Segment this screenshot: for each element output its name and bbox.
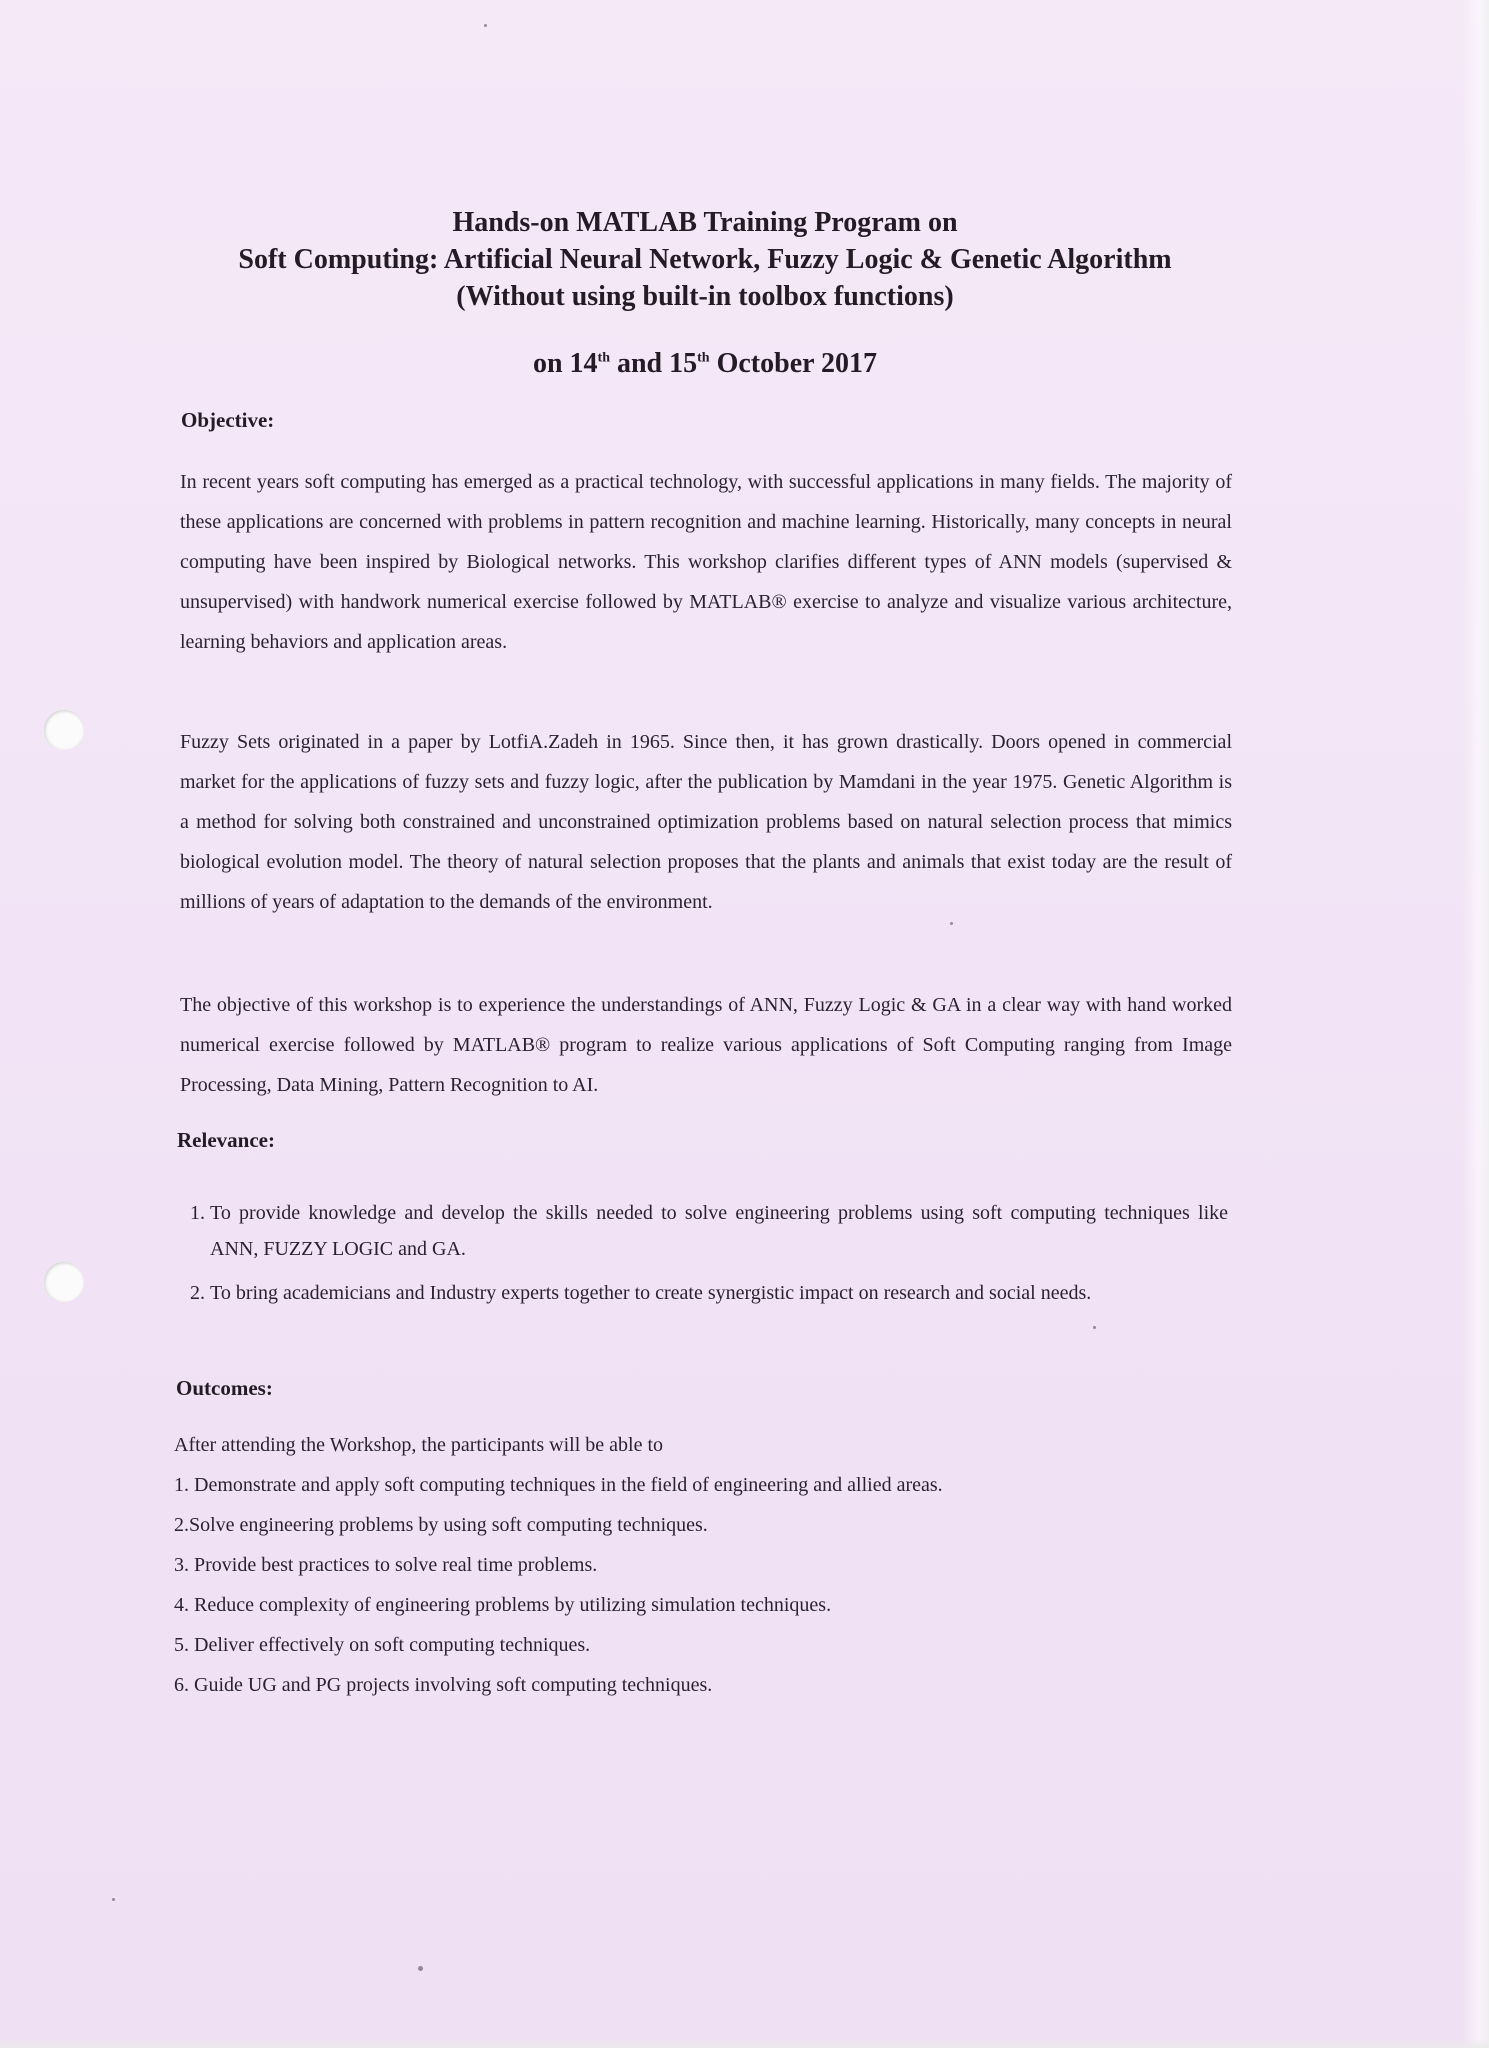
outcome-item: 5. Deliver effectively on soft computing techniques.: [174, 1634, 591, 1656]
outcome-item: 6. Guide UG and PG projects involving soft computing techniques.: [174, 1674, 713, 1696]
relevance-item-text: To provide knowledge and develop the skills needed to solve engineering problems using soft computing techniques like ANN, FUZZY LOGIC and GA.: [210, 1202, 1228, 1260]
date-prefix: on 14: [532, 348, 598, 379]
scan-speck: [418, 1966, 423, 1971]
objective-paragraph-3: The objective of this workshop is to experience the understandings of ANN, Fuzzy Logic & GA in a clear way with hand worked numerical exercise followed by MATLAB® program to realize various applications of Soft Computing ranging from Image Processing, Data Mining, Pattern Recognition to AI.: [180, 994, 1232, 1096]
outcome-item: 3. Provide best practices to solve real time problems.: [174, 1554, 598, 1576]
outcome-item: 1. Demonstrate and apply soft computing techniques in the field of engineering and allied areas.: [174, 1474, 943, 1496]
scan-speck: [112, 1898, 115, 1901]
date-ordinal-2: th: [697, 350, 710, 366]
event-date: [0, 348, 1410, 380]
title-line-3: (Without using built-in toolbox functions): [456, 281, 954, 312]
page-edge-right: [1463, 0, 1489, 2048]
relevance-item-number: 1.: [190, 1202, 205, 1224]
scan-speck: [484, 24, 487, 27]
objective-paragraph-2: Fuzzy Sets originated in a paper by LotfiA.Zadeh in 1965. Since then, it has grown drastically. Doors opened in commercial market for the applications of fuzzy sets and fuzzy logic, after the publication by Mamdani in the year 1975. Genetic Algorithm is a method for solving both constrained and unconstrained optimization problems based on natural selection process that mimics biological evolution model. The theory of natural selection proposes that the plants and animals that exist today are the result of millions of years of adaptation to the demands of the environment.: [180, 731, 1232, 913]
objective-paragraph-1: In recent years soft computing has emerged as a practical technology, with successful applications in many fields. The majority of these applications are concerned with problems in pattern recognition and machine learning. Historically, many concepts in neural computing have been inspired by Biological networks. This workshop clarifies different types of ANN models (supervised & unsupervised) with handwork numerical exercise followed by MATLAB® exercise to analyze and visualize various architecture, learning behaviors and application areas.: [180, 471, 1232, 653]
date-middle: and 15: [609, 348, 698, 379]
outcome-item: 4. Reduce complexity of engineering problems by utilizing simulation techniques.: [174, 1594, 832, 1616]
relevance-item: [190, 1195, 1228, 1267]
title-line-2: Soft Computing: Artificial Neural Network, Fuzzy Logic & Genetic Algorithm: [238, 244, 1172, 275]
outcomes-heading: Outcomes:: [176, 1376, 273, 1400]
relevance-item: [190, 1275, 1228, 1311]
title-line-1: Hands-on MATLAB Training Program on: [452, 207, 958, 238]
relevance-item-text: To bring academicians and Industry experts together to create synergistic impact on research and social needs.: [210, 1282, 1092, 1304]
punch-hole-lower: [44, 1262, 84, 1302]
outcome-item: 2.Solve engineering problems by using soft computing techniques.: [174, 1514, 708, 1536]
scan-speck: [1093, 1326, 1096, 1329]
date-suffix: October 2017: [709, 348, 878, 379]
objective-heading: Objective:: [181, 408, 275, 432]
page-edge-bottom: [0, 2038, 1489, 2048]
punch-hole-upper: [44, 710, 84, 750]
outcomes-intro: After attending the Workshop, the participants will be able to: [174, 1434, 664, 1456]
date-ordinal-1: th: [597, 350, 610, 366]
relevance-heading: Relevance:: [177, 1128, 275, 1152]
scan-speck: [950, 922, 953, 925]
document-title: [0, 204, 1410, 315]
relevance-item-number: 2.: [190, 1282, 205, 1304]
